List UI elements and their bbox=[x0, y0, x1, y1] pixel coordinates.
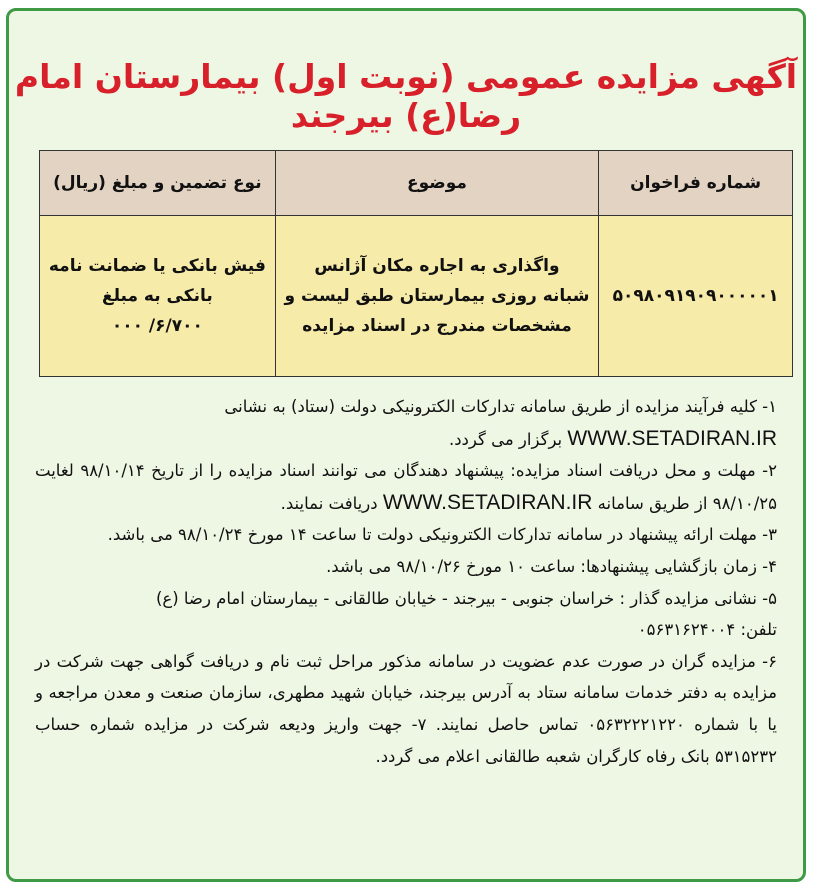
guarantee-line: فیش بانکی یا ضمانت نامه bbox=[48, 256, 266, 276]
header-guarantee: نوع تضمین و مبلغ (ریال) bbox=[40, 151, 276, 216]
cell-subject bbox=[275, 216, 599, 377]
guarantee-line: بانکی به مبلغ bbox=[101, 286, 213, 306]
clause-6-7: ۶- مزایده گران در صورت عدم عضویت در سامانه مذکور مراحل ثبت نام و دریافت گواهی جهت شرکت در مزایده به دفتر خدمات سامانه ستاد به آدرس بیرجند، خیابان شهید مطهری، سازمان صنعت و معدن مراجعه و یا با شماره ۰۵۶۳۲۲۲۱۲۲۰ تماس حاصل نمایند. ۷- جهت واریز ودیعه شرکت در مزایده شماره حساب ۵۳۱۵۲۳۲ بانک رفاه کارگران شعبه طالقانی اعلام می گردد. bbox=[35, 651, 778, 766]
subject-line: مشخصات مندرج در اسناد مزایده bbox=[302, 316, 572, 336]
clause-1-tail: برگزار می گردد. bbox=[448, 429, 568, 449]
clause-4: ۴- زمان بازگشایی پیشنهادها: ساعت ۱۰ مورخ ۹۸/۱۰/۲۶ می باشد. bbox=[326, 556, 777, 576]
guarantee-amount: ۶/۷۰۰/ ۰۰۰ bbox=[111, 316, 203, 336]
clause-2-text: ۲- مهلت و محل دریافت اسناد مزایده: پیشنهاد دهندگان می توانند اسناد مزایده را از تاریخ ۹۸/۱۰/۱۴ لغایت ۹۸/۱۰/۲۵ از طریق سامانه bbox=[35, 461, 777, 513]
table-row bbox=[40, 216, 793, 377]
clause-1-text: ۱- کلیه فرآیند مزایده از طریق سامانه تدارکات الکترونیکی دولت (ستاد) به نشانی bbox=[224, 397, 777, 416]
clause-5-phone: تلفن: ۰۵۶۳۱۶۲۴۰۰۴ bbox=[637, 620, 777, 640]
table-header-row bbox=[40, 151, 793, 216]
notice-title: آگهی مزایده عمومی (نوبت اول) بیمارستان امام رضا(ع) بیرجند bbox=[14, 57, 798, 135]
clause-3: ۳- مهلت ارائه پیشنهاد در سامانه تدارکات الکترونیکی دولت تا ساعت ۱۴ مورخ ۹۸/۱۰/۲۴ می باشد. bbox=[107, 525, 777, 545]
header-subject: موضوع bbox=[275, 151, 599, 216]
auction-table bbox=[39, 150, 793, 377]
subject-line: شبانه روزی بیمارستان طبق لیست و bbox=[284, 286, 590, 306]
notice-body bbox=[35, 391, 777, 772]
clause-1 bbox=[35, 391, 777, 455]
setad-link[interactable]: WWW.SETADIRAN.IR bbox=[382, 490, 593, 514]
clause-2 bbox=[35, 455, 777, 519]
setad-link[interactable]: WWW.SETADIRAN.IR bbox=[567, 426, 777, 450]
header-call-number: شماره فراخوان bbox=[599, 151, 793, 216]
clause-2-tail: دریافت نمایند. bbox=[280, 493, 383, 513]
subject-line: واگذاری به اجاره مکان آژانس bbox=[314, 256, 560, 276]
cell-guarantee bbox=[40, 216, 276, 377]
notice-frame bbox=[6, 8, 806, 882]
cell-call-number: ۵۰۹۸۰۹۱۹۰۹۰۰۰۰۰۱ bbox=[599, 216, 793, 377]
clause-5: ۵- نشانی مزایده گذار : خراسان جنوبی - بیرجند - خیابان طالقانی - بیمارستان امام رضا (ع) bbox=[155, 588, 777, 608]
